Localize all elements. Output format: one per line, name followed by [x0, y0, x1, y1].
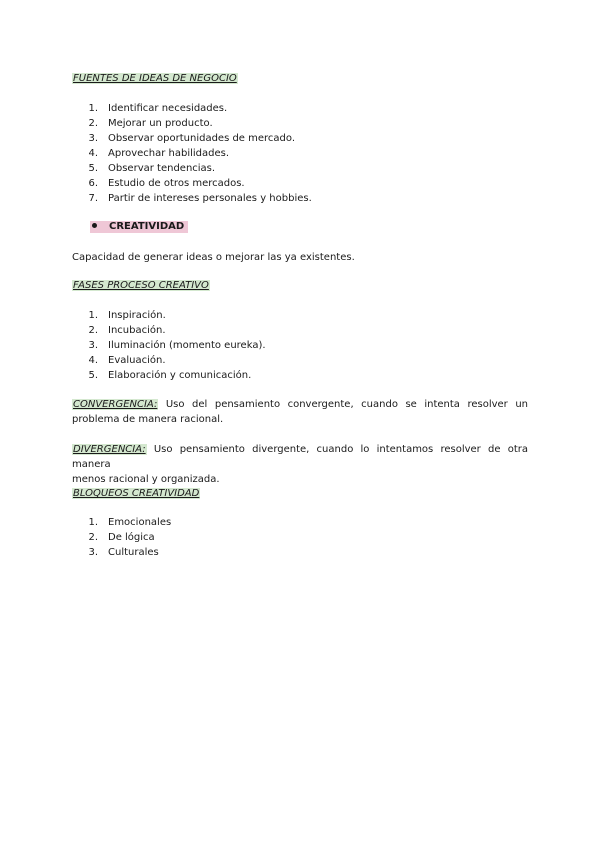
bullet-dot-icon	[92, 223, 97, 228]
bullet-creatividad	[90, 221, 188, 233]
divergencia-paragraph	[72, 442, 528, 487]
section-heading-text: FUENTES DE IDEAS DE NEGOCIO	[73, 73, 237, 84]
list-item: 3. Culturales	[88, 547, 159, 558]
list-item: 3. Observar oportunidades de mercado.	[88, 133, 296, 144]
section-heading-bloqueos	[72, 488, 200, 500]
list-item: 2. Mejorar un producto.	[88, 118, 213, 129]
convergencia-line-2: problema de manera racional.	[72, 414, 224, 425]
list-item: 2. Incubación.	[88, 325, 166, 336]
list-bloqueos	[72, 515, 171, 560]
list-fases	[72, 308, 266, 383]
list-item: 2. De lógica	[88, 532, 155, 543]
convergencia-paragraph	[72, 397, 528, 427]
list-item: 3. Iluminación (momento eureka).	[88, 340, 266, 351]
divergencia-line-2: menos racional y organizada.	[72, 474, 220, 485]
list-item: 4. Evaluación.	[88, 355, 166, 366]
list-item: 1. Emocionales	[88, 517, 172, 528]
bullet-label: CREATIVIDAD	[109, 221, 185, 232]
section-heading-fases	[72, 280, 210, 292]
divergencia-line-1: DIVERGENCIA: Uso pensamiento divergente, cuando lo intentamos resolver de otra manera	[72, 444, 528, 470]
list-item: 7. Partir de intereses personales y hobbies.	[88, 193, 312, 204]
divergencia-term: DIVERGENCIA:	[73, 444, 146, 455]
section-heading-text: FASES PROCESO CREATIVO	[73, 280, 209, 291]
list-item: 4. Aprovechar habilidades.	[88, 148, 230, 159]
list-item: 5. Observar tendencias.	[88, 163, 216, 174]
list-item: 1. Inspiración.	[88, 310, 166, 321]
list-item: 6. Estudio de otros mercados.	[88, 178, 245, 189]
section-heading-text: BLOQUEOS CREATIVIDAD	[73, 488, 200, 499]
list-item: 1. Identificar necesidades.	[88, 103, 228, 114]
section-heading-fuentes	[72, 73, 238, 85]
creatividad-definition: Capacidad de generar ideas o mejorar las ya existentes.	[72, 252, 355, 263]
convergencia-line-1: CONVERGENCIA: Uso del pensamiento convergente, cuando se intenta resolver un	[73, 399, 528, 410]
list-item: 5. Elaboración y comunicación.	[88, 370, 252, 381]
convergencia-term: CONVERGENCIA:	[73, 399, 158, 410]
list-fuentes	[72, 101, 312, 206]
